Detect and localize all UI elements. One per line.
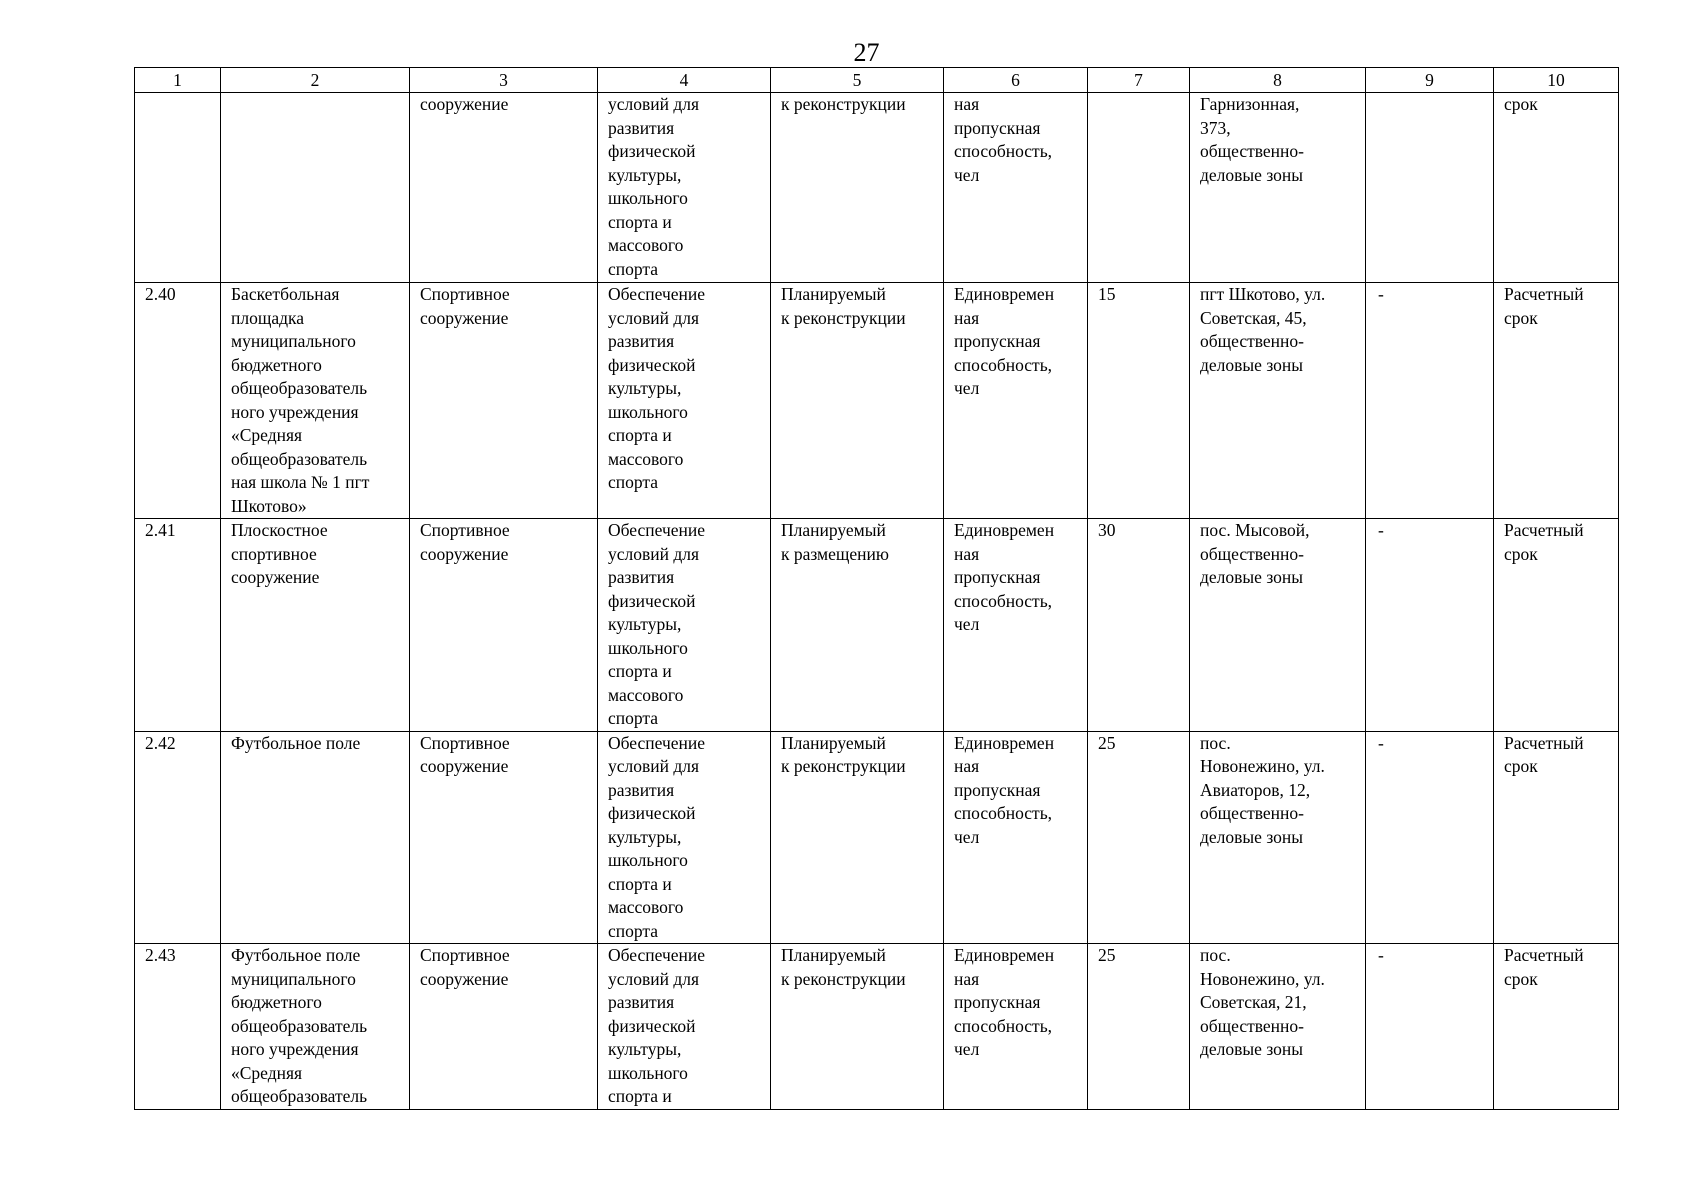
cell-name: Футбольное поле муниципального бюджетного общеобразователь ного учреждения «Средняя общеобразователь bbox=[221, 944, 410, 1110]
cell-status: Планируемый к размещению bbox=[771, 519, 944, 732]
cell-characteristic: ная пропускная способность, чел bbox=[944, 93, 1088, 283]
header-cell: 9 bbox=[1366, 68, 1494, 93]
cell-name: Плоскостное спортивное сооружение bbox=[221, 519, 410, 732]
header-cell: 6 bbox=[944, 68, 1088, 93]
table-row bbox=[135, 944, 1619, 1110]
cell-term: срок bbox=[1494, 93, 1619, 283]
page-number: 27 bbox=[853, 38, 880, 67]
table-row bbox=[135, 519, 1619, 732]
cell-value: 25 bbox=[1088, 731, 1190, 944]
cell-type: Спортивное сооружение bbox=[410, 283, 598, 519]
header-cell: 10 bbox=[1494, 68, 1619, 93]
header-cell: 2 bbox=[221, 68, 410, 93]
objects-table bbox=[134, 67, 1619, 1110]
table-row bbox=[135, 93, 1619, 283]
cell-characteristic: Единовремен ная пропускная способность, чел bbox=[944, 283, 1088, 519]
cell-number: 2.43 bbox=[135, 944, 221, 1110]
cell-location: Гарнизонная, 373, общественно- деловые зоны bbox=[1190, 93, 1366, 283]
cell-type: Спортивное сооружение bbox=[410, 519, 598, 732]
cell-purpose: Обеспечение условий для развития физической культуры, школьного спорта и массового спорта bbox=[598, 283, 771, 519]
cell-status: Планируемый к реконструкции bbox=[771, 944, 944, 1110]
cell-name: Баскетбольная площадка муниципального бюджетного общеобразователь ного учреждения «Средняя общеобразователь ная школа № 1 пгт Шкотово» bbox=[221, 283, 410, 519]
cell-name bbox=[221, 93, 410, 283]
cell-type: сооружение bbox=[410, 93, 598, 283]
cell-value: 15 bbox=[1088, 283, 1190, 519]
header-cell: 5 bbox=[771, 68, 944, 93]
cell-characteristic: Единовремен ная пропускная способность, чел bbox=[944, 519, 1088, 732]
cell-term: Расчетный срок bbox=[1494, 519, 1619, 732]
cell-purpose: Обеспечение условий для развития физической культуры, школьного спорта и bbox=[598, 944, 771, 1110]
cell-characteristic: Единовремен ная пропускная способность, чел bbox=[944, 944, 1088, 1110]
table-header-row bbox=[135, 68, 1619, 93]
cell-type: Спортивное сооружение bbox=[410, 944, 598, 1110]
cell-name: Футбольное поле bbox=[221, 731, 410, 944]
cell-purpose: условий для развития физической культуры, школьного спорта и массового спорта bbox=[598, 93, 771, 283]
cell-number bbox=[135, 93, 221, 283]
cell-type: Спортивное сооружение bbox=[410, 731, 598, 944]
cell-col9: - bbox=[1366, 731, 1494, 944]
cell-location: пос. Мысовой, общественно- деловые зоны bbox=[1190, 519, 1366, 732]
cell-characteristic: Единовремен ная пропускная способность, чел bbox=[944, 731, 1088, 944]
cell-value: 30 bbox=[1088, 519, 1190, 732]
cell-col9: - bbox=[1366, 944, 1494, 1110]
table-row bbox=[135, 283, 1619, 519]
table-row bbox=[135, 731, 1619, 944]
cell-number: 2.42 bbox=[135, 731, 221, 944]
cell-purpose: Обеспечение условий для развития физической культуры, школьного спорта и массового спорта bbox=[598, 731, 771, 944]
cell-col9 bbox=[1366, 93, 1494, 283]
cell-number: 2.40 bbox=[135, 283, 221, 519]
cell-value: 25 bbox=[1088, 944, 1190, 1110]
header-cell: 1 bbox=[135, 68, 221, 93]
cell-col9: - bbox=[1366, 283, 1494, 519]
header-cell: 7 bbox=[1088, 68, 1190, 93]
header-cell: 4 bbox=[598, 68, 771, 93]
cell-purpose: Обеспечение условий для развития физической культуры, школьного спорта и массового спорта bbox=[598, 519, 771, 732]
cell-location: пгт Шкотово, ул. Советская, 45, общественно- деловые зоны bbox=[1190, 283, 1366, 519]
cell-location: пос. Новонежино, ул. Советская, 21, общественно- деловые зоны bbox=[1190, 944, 1366, 1110]
cell-location: пос. Новонежино, ул. Авиаторов, 12, общественно- деловые зоны bbox=[1190, 731, 1366, 944]
cell-status: Планируемый к реконструкции bbox=[771, 731, 944, 944]
cell-value bbox=[1088, 93, 1190, 283]
cell-term: Расчетный срок bbox=[1494, 944, 1619, 1110]
header-cell: 3 bbox=[410, 68, 598, 93]
cell-status: Планируемый к реконструкции bbox=[771, 283, 944, 519]
header-cell: 8 bbox=[1190, 68, 1366, 93]
cell-term: Расчетный срок bbox=[1494, 731, 1619, 944]
cell-term: Расчетный срок bbox=[1494, 283, 1619, 519]
cell-col9: - bbox=[1366, 519, 1494, 732]
cell-number: 2.41 bbox=[135, 519, 221, 732]
cell-status: к реконструкции bbox=[771, 93, 944, 283]
